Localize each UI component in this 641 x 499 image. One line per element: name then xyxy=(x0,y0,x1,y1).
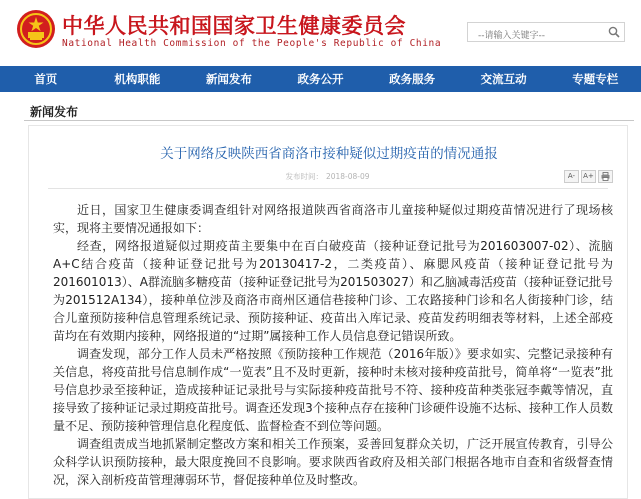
nav-item-interaction[interactable]: 交流互动 xyxy=(480,72,527,86)
article-title: 关于网络反映陕西省商洛市接种疑似过期疫苗的情况通报 xyxy=(160,146,498,162)
nav-item-functions[interactable]: 机构职能 xyxy=(114,72,161,86)
nav-item-home[interactable]: 首页 xyxy=(34,72,58,86)
nav-item-government-affairs[interactable]: 政务公开 xyxy=(297,72,344,86)
nav-item-special-topics[interactable]: 专题专栏 xyxy=(572,72,619,86)
section-title: 新闻发布 xyxy=(30,105,79,119)
paragraph: 近日，国家卫生健康委调查组针对网络报道陕西省商洛市儿童接种疑似过期疫苗情况进行了现场核实，现将主要情况通报如下： xyxy=(53,203,613,235)
font-increase-button[interactable]: A+ xyxy=(581,170,596,183)
article-tools xyxy=(564,170,613,183)
print-button[interactable] xyxy=(598,170,613,183)
article-body xyxy=(53,201,613,489)
paragraph: 经查，网络报道疑似过期疫苗主要集中在百白破疫苗（接种证登记批号为201603007-02）、流脑A+C结合疫苗（接种证登记批号为20130417-2，二类疫苗）、麻腮风疫苗（接种证登记批号为201601013）、A群流脑多糖疫苗（接种证登记批号为201503027）和乙脑减毒活疫苗（接种证登记批号为201512A134），接种单位涉及商洛市商州区通信巷接种门诊、工农路接种门诊和名人街接种门诊，结合儿童预防接种信息管理系统记录、预防接种证、疫苗出入库记录、疫苗发药明细表等材料，上述全部疫苗均在有效期内接种，网络报道的“过期”属接种工作人员信息登记错误所致。 xyxy=(53,239,613,343)
site-header xyxy=(0,0,641,66)
divider xyxy=(48,188,608,189)
main-nav xyxy=(0,66,641,92)
paragraph: 调查组责成当地抓紧制定整改方案和相关工作预案，妥善回复群众关切，广泛开展宣传教育，引导公众科学认识预防接种，最大限度挽回不良影响。要求陕西省政府及相关部门根据各地市自查和省级督查情况，深入剖析疫苗管理薄弱环节，督促接种单位及时整改。 xyxy=(53,437,613,487)
search-input[interactable] xyxy=(468,27,603,45)
search-icon[interactable] xyxy=(608,26,620,38)
publish-date-value: 2018-08-09 xyxy=(325,172,370,181)
nav-item-services[interactable]: 政务服务 xyxy=(389,72,436,86)
article-panel xyxy=(28,125,628,499)
nav-item-news[interactable]: 新闻发布 xyxy=(205,72,252,86)
site-name-en: National Health Commission of the People's Republic of China xyxy=(62,38,442,49)
national-emblem-icon[interactable] xyxy=(16,9,56,49)
section-header xyxy=(24,101,634,121)
search-box xyxy=(467,22,625,42)
publish-date-label: 发布时间： xyxy=(285,172,323,181)
print-icon xyxy=(601,172,610,181)
publish-date xyxy=(29,171,629,182)
paragraph: 调查发现，部分工作人员未严格按照《预防接种工作规范（2016年版）》要求如实、完整记录接种有关信息，将疫苗批号信息制作成“一览表”且不及时更新，接种时未核对接种疫苗批号，简单将“一览表”批号信息抄录至接种证，造成接种证记录批号与实际接种疫苗批号不符、接种疫苗种类张冠李戴等情况，直接导致了接种证记录过期疫苗批号。调查还发现3个接种点存在接种门诊硬件设施不达标、接种工作人员数量不足、预防接种管理信息化程度低、监督检查不到位等问题。 xyxy=(53,347,613,433)
site-name-cn[interactable]: 中华人民共和国国家卫生健康委员会 xyxy=(62,14,406,38)
font-decrease-button[interactable]: A- xyxy=(564,170,579,183)
